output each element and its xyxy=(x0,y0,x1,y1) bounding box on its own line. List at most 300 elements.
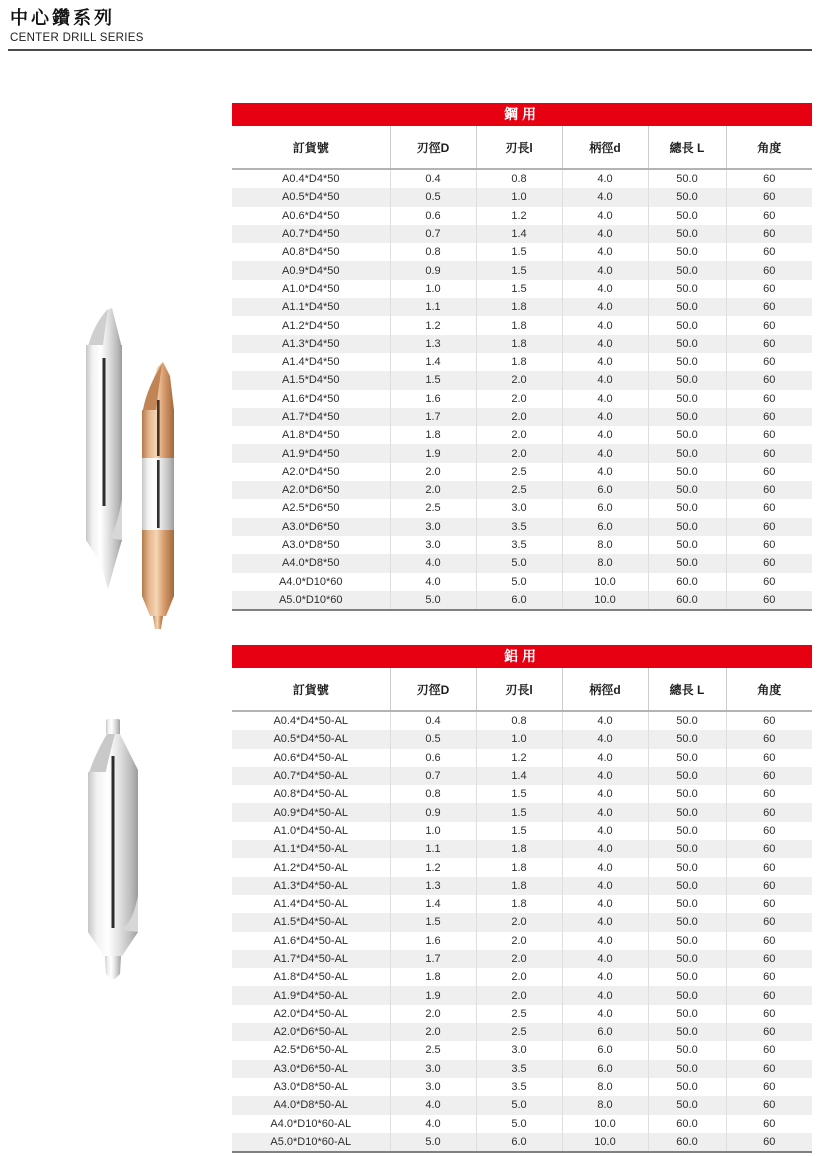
value-cell: 4.0 xyxy=(562,243,648,261)
value-cell: 50.0 xyxy=(648,913,726,931)
value-cell: 4.0 xyxy=(562,749,648,767)
value-cell: 60 xyxy=(726,877,812,895)
value-cell: 6.0 xyxy=(562,1023,648,1041)
table-row xyxy=(232,986,812,1004)
table-row xyxy=(232,840,812,858)
value-cell: 50.0 xyxy=(648,803,726,821)
value-cell: 1.1 xyxy=(390,298,476,316)
value-cell: 60 xyxy=(726,803,812,821)
value-cell: 60 xyxy=(726,353,812,371)
value-cell: 60 xyxy=(726,518,812,536)
value-cell: 4.0 xyxy=(562,390,648,408)
value-cell: 50.0 xyxy=(648,932,726,950)
value-cell: 50.0 xyxy=(648,1060,726,1078)
value-cell: 60 xyxy=(726,591,812,610)
value-cell: 4.0 xyxy=(562,169,648,188)
value-cell: 50.0 xyxy=(648,335,726,353)
order-number-cell: A0.7*D4*50 xyxy=(232,225,390,243)
table-row xyxy=(232,785,812,803)
value-cell: 1.5 xyxy=(476,803,562,821)
value-cell: 4.0 xyxy=(562,822,648,840)
value-cell: 3.0 xyxy=(390,1060,476,1078)
order-number-cell: A3.0*D8*50-AL xyxy=(232,1078,390,1096)
value-cell: 1.8 xyxy=(476,316,562,334)
table-row xyxy=(232,573,812,591)
value-cell: 0.7 xyxy=(390,225,476,243)
value-cell: 1.8 xyxy=(390,426,476,444)
value-cell: 4.0 xyxy=(562,371,648,389)
value-cell: 60 xyxy=(726,1041,812,1059)
value-cell: 1.5 xyxy=(390,371,476,389)
value-cell: 60 xyxy=(726,932,812,950)
order-number-cell: A2.0*D4*50 xyxy=(232,463,390,481)
value-cell: 60.0 xyxy=(648,1133,726,1152)
value-cell: 60 xyxy=(726,986,812,1004)
value-cell: 50.0 xyxy=(648,767,726,785)
order-number-cell: A0.6*D4*50-AL xyxy=(232,749,390,767)
value-cell: 50.0 xyxy=(648,711,726,730)
table-row xyxy=(232,1133,812,1152)
header-divider xyxy=(8,49,812,51)
value-cell: 4.0 xyxy=(390,554,476,572)
value-cell: 60 xyxy=(726,499,812,517)
value-cell: 60 xyxy=(726,1133,812,1152)
value-cell: 50.0 xyxy=(648,785,726,803)
value-cell: 10.0 xyxy=(562,573,648,591)
value-cell: 4.0 xyxy=(562,316,648,334)
value-cell: 1.4 xyxy=(476,225,562,243)
table-row xyxy=(232,749,812,767)
value-cell: 60 xyxy=(726,858,812,876)
order-number-cell: A0.9*D4*50 xyxy=(232,261,390,279)
value-cell: 2.0 xyxy=(476,986,562,1004)
value-cell: 4.0 xyxy=(562,986,648,1004)
table-row xyxy=(232,207,812,225)
table-row xyxy=(232,803,812,821)
value-cell: 0.6 xyxy=(390,207,476,225)
value-cell: 60 xyxy=(726,913,812,931)
value-cell: 1.2 xyxy=(476,749,562,767)
order-number-cell: A0.7*D4*50-AL xyxy=(232,767,390,785)
value-cell: 1.8 xyxy=(390,968,476,986)
value-cell: 2.0 xyxy=(390,463,476,481)
value-cell: 5.0 xyxy=(390,591,476,610)
order-number-cell: A1.4*D4*50 xyxy=(232,353,390,371)
table-row xyxy=(232,371,812,389)
value-cell: 3.0 xyxy=(390,536,476,554)
table-row xyxy=(232,518,812,536)
aluminum-table-header xyxy=(232,668,812,711)
column-header-blade-diameter: 刃徑D xyxy=(390,126,476,169)
value-cell: 1.0 xyxy=(476,188,562,206)
table-row xyxy=(232,280,812,298)
value-cell: 0.9 xyxy=(390,803,476,821)
value-cell: 2.5 xyxy=(476,481,562,499)
value-cell: 0.8 xyxy=(390,243,476,261)
value-cell: 4.0 xyxy=(562,1005,648,1023)
value-cell: 2.5 xyxy=(476,463,562,481)
table-row xyxy=(232,591,812,610)
bronze-drill xyxy=(142,362,174,629)
value-cell: 60 xyxy=(726,1023,812,1041)
value-cell: 60 xyxy=(726,298,812,316)
value-cell: 5.0 xyxy=(476,554,562,572)
value-cell: 50.0 xyxy=(648,261,726,279)
value-cell: 1.8 xyxy=(476,840,562,858)
value-cell: 5.0 xyxy=(476,1096,562,1114)
order-number-cell: A1.5*D4*50-AL xyxy=(232,913,390,931)
table-row xyxy=(232,353,812,371)
value-cell: 1.0 xyxy=(476,730,562,748)
value-cell: 1.4 xyxy=(476,767,562,785)
value-cell: 50.0 xyxy=(648,499,726,517)
value-cell: 10.0 xyxy=(562,1133,648,1152)
value-cell: 60 xyxy=(726,280,812,298)
value-cell: 50.0 xyxy=(648,408,726,426)
value-cell: 2.5 xyxy=(476,1005,562,1023)
table-row xyxy=(232,877,812,895)
center-drill-photo-steel xyxy=(58,300,188,635)
column-header-blade-diameter: 刃徑D xyxy=(390,668,476,711)
value-cell: 60 xyxy=(726,1078,812,1096)
value-cell: 3.5 xyxy=(476,1060,562,1078)
value-cell: 60 xyxy=(726,536,812,554)
table-row xyxy=(232,554,812,572)
order-number-cell: A1.5*D4*50 xyxy=(232,371,390,389)
value-cell: 3.0 xyxy=(390,1078,476,1096)
value-cell: 50.0 xyxy=(648,444,726,462)
value-cell: 1.9 xyxy=(390,444,476,462)
steel-table-header xyxy=(232,126,812,169)
value-cell: 50.0 xyxy=(648,877,726,895)
value-cell: 3.5 xyxy=(476,518,562,536)
order-number-cell: A1.7*D4*50-AL xyxy=(232,950,390,968)
table-row xyxy=(232,1005,812,1023)
column-header-blade-length: 刃長l xyxy=(476,668,562,711)
value-cell: 60 xyxy=(726,390,812,408)
column-header-order-no: 訂貨號 xyxy=(232,668,390,711)
table-row xyxy=(232,822,812,840)
value-cell: 2.5 xyxy=(390,1041,476,1059)
doc-header xyxy=(10,7,144,44)
value-cell: 0.8 xyxy=(476,711,562,730)
value-cell: 4.0 xyxy=(562,803,648,821)
table-row xyxy=(232,932,812,950)
table-row xyxy=(232,261,812,279)
value-cell: 1.6 xyxy=(390,932,476,950)
value-cell: 50.0 xyxy=(648,822,726,840)
value-cell: 4.0 xyxy=(562,840,648,858)
value-cell: 0.9 xyxy=(390,261,476,279)
order-number-cell: A1.2*D4*50-AL xyxy=(232,858,390,876)
table-row xyxy=(232,408,812,426)
value-cell: 60 xyxy=(726,335,812,353)
value-cell: 50.0 xyxy=(648,207,726,225)
value-cell: 4.0 xyxy=(562,408,648,426)
value-cell: 0.5 xyxy=(390,188,476,206)
value-cell: 4.0 xyxy=(562,261,648,279)
value-cell: 50.0 xyxy=(648,950,726,968)
value-cell: 60 xyxy=(726,207,812,225)
value-cell: 60 xyxy=(726,840,812,858)
steel-table xyxy=(232,126,812,611)
value-cell: 4.0 xyxy=(562,968,648,986)
value-cell: 2.5 xyxy=(476,1023,562,1041)
value-cell: 60 xyxy=(726,188,812,206)
center-drill-image-steel xyxy=(58,300,188,630)
aluminum-table-body xyxy=(232,711,812,1152)
column-header-shank-diameter: 柄徑d xyxy=(562,126,648,169)
value-cell: 50.0 xyxy=(648,188,726,206)
value-cell: 4.0 xyxy=(562,895,648,913)
order-number-cell: A4.0*D8*50-AL xyxy=(232,1096,390,1114)
value-cell: 1.4 xyxy=(390,353,476,371)
value-cell: 60 xyxy=(726,481,812,499)
value-cell: 4.0 xyxy=(390,1115,476,1133)
value-cell: 4.0 xyxy=(390,1096,476,1114)
table-row xyxy=(232,426,812,444)
value-cell: 4.0 xyxy=(562,444,648,462)
value-cell: 4.0 xyxy=(562,225,648,243)
value-cell: 1.8 xyxy=(476,353,562,371)
value-cell: 1.8 xyxy=(476,877,562,895)
order-number-cell: A1.2*D4*50 xyxy=(232,316,390,334)
value-cell: 8.0 xyxy=(562,1096,648,1114)
value-cell: 60 xyxy=(726,749,812,767)
table-row xyxy=(232,188,812,206)
value-cell: 50.0 xyxy=(648,749,726,767)
page-subtitle: CENTER DRILL SERIES xyxy=(10,32,144,44)
order-number-cell: A1.0*D4*50-AL xyxy=(232,822,390,840)
value-cell: 1.0 xyxy=(390,280,476,298)
value-cell: 50.0 xyxy=(648,968,726,986)
value-cell: 60 xyxy=(726,950,812,968)
value-cell: 0.4 xyxy=(390,711,476,730)
value-cell: 50.0 xyxy=(648,298,726,316)
order-number-cell: A2.0*D6*50-AL xyxy=(232,1023,390,1041)
value-cell: 4.0 xyxy=(562,785,648,803)
value-cell: 1.5 xyxy=(476,261,562,279)
value-cell: 1.9 xyxy=(390,986,476,1004)
value-cell: 2.0 xyxy=(476,932,562,950)
value-cell: 4.0 xyxy=(562,711,648,730)
value-cell: 4.0 xyxy=(562,950,648,968)
steel-table-body xyxy=(232,169,812,610)
value-cell: 6.0 xyxy=(562,1060,648,1078)
value-cell: 4.0 xyxy=(562,463,648,481)
order-number-cell: A2.0*D4*50-AL xyxy=(232,1005,390,1023)
value-cell: 3.0 xyxy=(476,1041,562,1059)
value-cell: 4.0 xyxy=(562,280,648,298)
value-cell: 1.5 xyxy=(476,280,562,298)
value-cell: 0.4 xyxy=(390,169,476,188)
value-cell: 1.8 xyxy=(476,895,562,913)
column-header-overall-length: 總長 L xyxy=(648,126,726,169)
order-number-cell: A1.7*D4*50 xyxy=(232,408,390,426)
table-row xyxy=(232,1023,812,1041)
value-cell: 5.0 xyxy=(390,1133,476,1152)
column-header-angle: 角度 xyxy=(726,126,812,169)
order-number-cell: A1.1*D4*50-AL xyxy=(232,840,390,858)
value-cell: 60 xyxy=(726,243,812,261)
table-row xyxy=(232,950,812,968)
order-number-cell: A1.4*D4*50-AL xyxy=(232,895,390,913)
value-cell: 8.0 xyxy=(562,554,648,572)
value-cell: 4.0 xyxy=(562,730,648,748)
table-row xyxy=(232,243,812,261)
center-drill-photo-aluminum xyxy=(74,716,159,986)
value-cell: 2.0 xyxy=(476,950,562,968)
column-header-angle: 角度 xyxy=(726,668,812,711)
value-cell: 1.5 xyxy=(390,913,476,931)
value-cell: 6.0 xyxy=(476,591,562,610)
value-cell: 0.6 xyxy=(390,749,476,767)
value-cell: 50.0 xyxy=(648,463,726,481)
value-cell: 60 xyxy=(726,225,812,243)
value-cell: 60 xyxy=(726,316,812,334)
order-number-cell: A1.9*D4*50 xyxy=(232,444,390,462)
value-cell: 60 xyxy=(726,463,812,481)
table-row xyxy=(232,895,812,913)
order-number-cell: A1.8*D4*50 xyxy=(232,426,390,444)
value-cell: 1.0 xyxy=(390,822,476,840)
column-header-shank-diameter: 柄徑d xyxy=(562,668,648,711)
steel-table-section xyxy=(232,103,812,611)
value-cell: 4.0 xyxy=(562,767,648,785)
value-cell: 50.0 xyxy=(648,895,726,913)
value-cell: 6.0 xyxy=(476,1133,562,1152)
value-cell: 50.0 xyxy=(648,840,726,858)
value-cell: 50.0 xyxy=(648,1078,726,1096)
value-cell: 2.0 xyxy=(476,444,562,462)
value-cell: 60 xyxy=(726,408,812,426)
value-cell: 50.0 xyxy=(648,1005,726,1023)
value-cell: 50.0 xyxy=(648,536,726,554)
order-number-cell: A2.5*D6*50-AL xyxy=(232,1041,390,1059)
order-number-cell: A0.5*D4*50-AL xyxy=(232,730,390,748)
table-row xyxy=(232,335,812,353)
table-row xyxy=(232,1041,812,1059)
value-cell: 1.2 xyxy=(476,207,562,225)
value-cell: 6.0 xyxy=(562,499,648,517)
column-header-order-no: 訂貨號 xyxy=(232,126,390,169)
table-row xyxy=(232,390,812,408)
value-cell: 2.0 xyxy=(476,426,562,444)
value-cell: 60 xyxy=(726,822,812,840)
value-cell: 2.0 xyxy=(390,1005,476,1023)
value-cell: 4.0 xyxy=(562,877,648,895)
order-number-cell: A1.0*D4*50 xyxy=(232,280,390,298)
order-number-cell: A2.5*D6*50 xyxy=(232,499,390,517)
table-row xyxy=(232,463,812,481)
silver-drill xyxy=(86,308,122,589)
aluminum-table xyxy=(232,668,812,1153)
value-cell: 10.0 xyxy=(562,1115,648,1133)
value-cell: 2.0 xyxy=(476,968,562,986)
value-cell: 60 xyxy=(726,169,812,188)
value-cell: 1.2 xyxy=(390,316,476,334)
value-cell: 1.1 xyxy=(390,840,476,858)
value-cell: 1.7 xyxy=(390,950,476,968)
table-row xyxy=(232,169,812,188)
value-cell: 3.5 xyxy=(476,1078,562,1096)
value-cell: 50.0 xyxy=(648,316,726,334)
value-cell: 2.0 xyxy=(476,913,562,931)
table-row xyxy=(232,316,812,334)
value-cell: 60 xyxy=(726,785,812,803)
value-cell: 2.0 xyxy=(476,371,562,389)
value-cell: 50.0 xyxy=(648,730,726,748)
value-cell: 60 xyxy=(726,1060,812,1078)
column-header-blade-length: 刃長l xyxy=(476,126,562,169)
order-number-cell: A0.5*D4*50 xyxy=(232,188,390,206)
steel-table-title-banner: 鋼用 xyxy=(232,103,812,126)
value-cell: 60 xyxy=(726,1115,812,1133)
value-cell: 50.0 xyxy=(648,986,726,1004)
order-number-cell: A1.8*D4*50-AL xyxy=(232,968,390,986)
value-cell: 4.0 xyxy=(562,932,648,950)
value-cell: 1.5 xyxy=(476,243,562,261)
table-row xyxy=(232,444,812,462)
value-cell: 1.8 xyxy=(476,858,562,876)
order-number-cell: A0.9*D4*50-AL xyxy=(232,803,390,821)
value-cell: 50.0 xyxy=(648,371,726,389)
page-title: 中心鑽系列 xyxy=(10,8,115,28)
value-cell: 50.0 xyxy=(648,353,726,371)
value-cell: 0.8 xyxy=(390,785,476,803)
table-row xyxy=(232,730,812,748)
order-number-cell: A0.4*D4*50 xyxy=(232,169,390,188)
value-cell: 60 xyxy=(726,895,812,913)
value-cell: 4.0 xyxy=(562,426,648,444)
value-cell: 3.5 xyxy=(476,536,562,554)
value-cell: 4.0 xyxy=(562,353,648,371)
value-cell: 4.0 xyxy=(562,858,648,876)
value-cell: 60 xyxy=(726,1005,812,1023)
value-cell: 1.2 xyxy=(390,858,476,876)
value-cell: 50.0 xyxy=(648,554,726,572)
column-header-overall-length: 總長 L xyxy=(648,668,726,711)
order-number-cell: A3.0*D8*50 xyxy=(232,536,390,554)
value-cell: 50.0 xyxy=(648,225,726,243)
value-cell: 4.0 xyxy=(562,298,648,316)
table-row xyxy=(232,481,812,499)
value-cell: 1.6 xyxy=(390,390,476,408)
value-cell: 60 xyxy=(726,426,812,444)
value-cell: 50.0 xyxy=(648,390,726,408)
value-cell: 60 xyxy=(726,711,812,730)
order-number-cell: A4.0*D10*60 xyxy=(232,573,390,591)
value-cell: 60.0 xyxy=(648,573,726,591)
value-cell: 3.0 xyxy=(476,499,562,517)
value-cell: 5.0 xyxy=(476,573,562,591)
value-cell: 60 xyxy=(726,1096,812,1114)
value-cell: 60 xyxy=(726,261,812,279)
table-row xyxy=(232,767,812,785)
value-cell: 50.0 xyxy=(648,426,726,444)
order-number-cell: A0.6*D4*50 xyxy=(232,207,390,225)
value-cell: 1.8 xyxy=(476,298,562,316)
table-row xyxy=(232,1115,812,1133)
value-cell: 6.0 xyxy=(562,518,648,536)
value-cell: 50.0 xyxy=(648,1023,726,1041)
order-number-cell: A1.9*D4*50-AL xyxy=(232,986,390,1004)
order-number-cell: A1.3*D4*50-AL xyxy=(232,877,390,895)
value-cell: 50.0 xyxy=(648,518,726,536)
table-row xyxy=(232,968,812,986)
value-cell: 1.5 xyxy=(476,822,562,840)
value-cell: 2.0 xyxy=(476,408,562,426)
